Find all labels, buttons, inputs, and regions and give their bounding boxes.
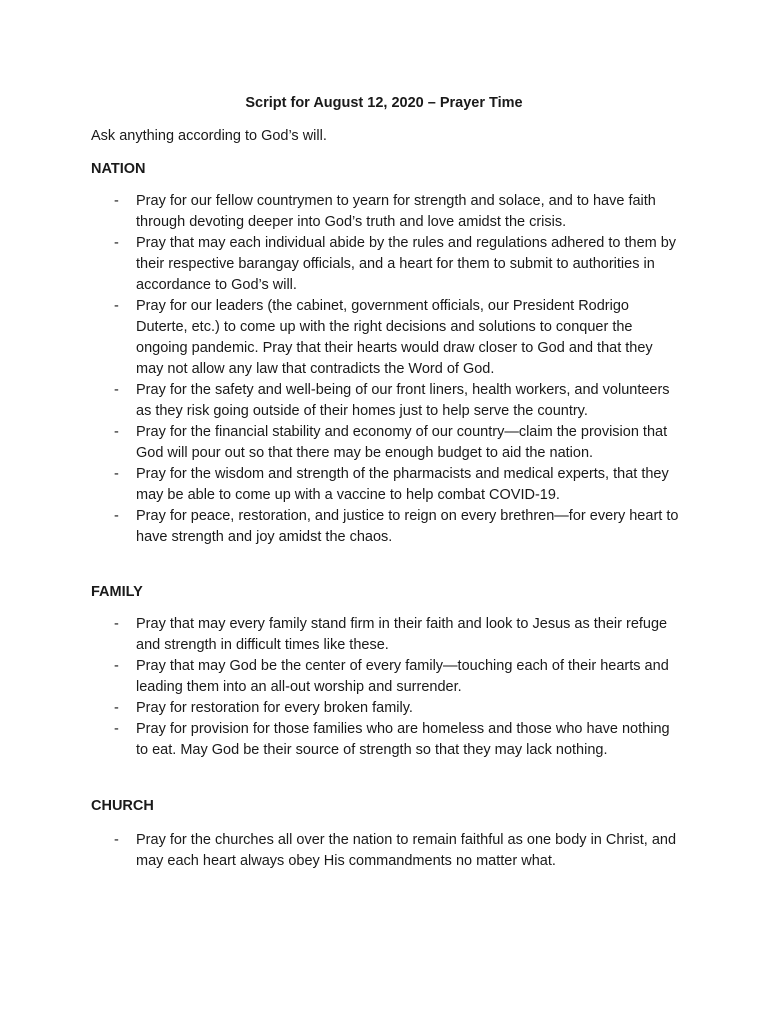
list-item-text: Pray for provision for those families who are homeless and those who have nothing to eat. May God be their source of strength so that they may lack nothing.: [136, 721, 670, 758]
list-item: [0, 296, 768, 380]
list-item-text: Pray that may God be the center of every family—touching each of their hearts and leading them into an all-out worship and surrender.: [136, 658, 669, 695]
bullet-dash: -: [114, 832, 119, 848]
intro-text: Ask anything according to God’s will.: [91, 128, 327, 144]
list-item: [0, 506, 768, 548]
list-item-text: Pray for the financial stability and economy of our country—claim the provision that God will pour out so that there may be enough budget to aid the nation.: [136, 424, 668, 461]
church-prayer-list: [0, 830, 768, 872]
list-item-text: Pray for our fellow countrymen to yearn for strength and solace, and to have faith through devoting deeper into God’s truth and love amidst the crisis.: [136, 193, 656, 230]
list-item: [0, 830, 768, 872]
bullet-dash: -: [114, 193, 119, 209]
bullet-dash: -: [114, 616, 119, 632]
list-item-text: Pray for our leaders (the cabinet, government officials, our President Rodrigo Duterte, etc.) to come up with the right decisions and solutions to conquer the ongoing pandemic. Pray that their hearts would draw closer to God and that they may not allow any law that contradicts the Word of God.: [136, 298, 653, 377]
nation-prayer-list: [0, 191, 768, 548]
list-item-text: Pray for peace, restoration, and justice to reign on every brethren—for every heart to have strength and joy amidst the chaos.: [136, 508, 679, 545]
list-item: [0, 422, 768, 464]
bullet-dash: -: [114, 721, 119, 737]
bullet-dash: -: [114, 298, 119, 314]
list-item: [0, 656, 768, 698]
list-item: [0, 614, 768, 656]
family-prayer-list: [0, 614, 768, 761]
list-item-text: Pray for restoration for every broken family.: [136, 700, 413, 716]
bullet-dash: -: [114, 382, 119, 398]
document-title: Script for August 12, 2020 – Prayer Time: [245, 95, 523, 111]
list-item-text: Pray for the churches all over the nation to remain faithful as one body in Christ, and may each heart always obey His commandments no matter what.: [136, 832, 677, 869]
section-heading-family: FAMILY: [91, 584, 143, 600]
list-item-text: Pray that may each individual abide by the rules and regulations adhered to them by their respective barangay officials, and a heart for them to submit to authorities in accordance to God’s will.: [136, 235, 677, 293]
bullet-dash: -: [114, 424, 119, 440]
list-item-text: Pray that may every family stand firm in their faith and look to Jesus as their refuge and strength in difficult times like these.: [136, 616, 668, 653]
bullet-dash: -: [114, 658, 119, 674]
list-item: [0, 191, 768, 233]
list-item: [0, 233, 768, 296]
bullet-dash: -: [114, 235, 119, 251]
list-item: [0, 380, 768, 422]
list-item-text: Pray for the safety and well-being of our front liners, health workers, and volunteers as they risk going outside of their homes just to help serve the country.: [136, 382, 670, 419]
section-heading-nation: NATION: [91, 161, 146, 177]
section-heading-church: CHURCH: [91, 798, 154, 814]
list-item: [0, 698, 768, 719]
list-item: [0, 464, 768, 506]
bullet-dash: -: [114, 508, 119, 524]
bullet-dash: -: [114, 466, 119, 482]
bullet-dash: -: [114, 700, 119, 716]
list-item: [0, 719, 768, 761]
list-item-text: Pray for the wisdom and strength of the pharmacists and medical experts, that they may be able to come up with a vaccine to help combat COVID-19.: [136, 466, 669, 503]
